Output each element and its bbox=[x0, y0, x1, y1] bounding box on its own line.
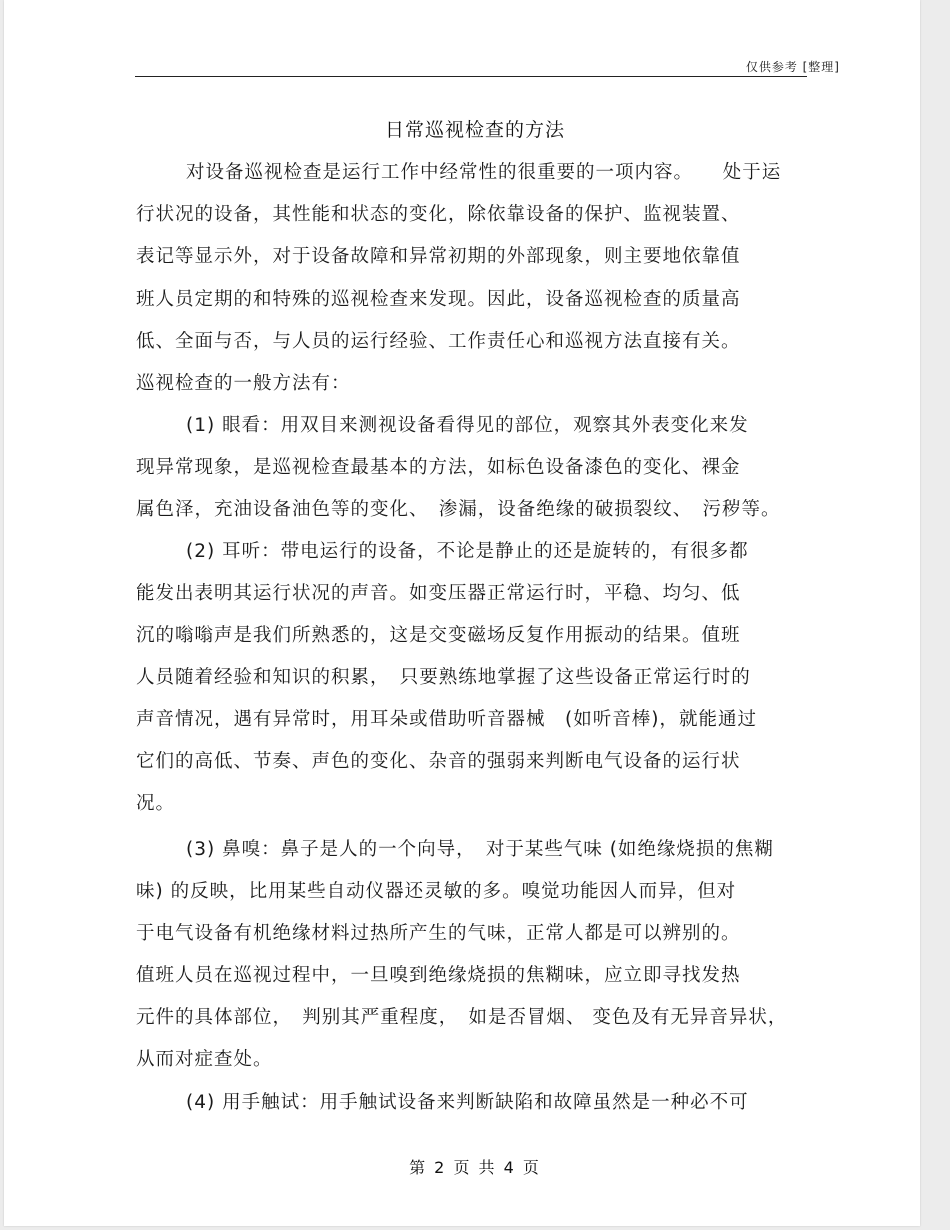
text-line: (1) 眼看：用双目来测视设备看得见的部位，观察其外表变化来发 bbox=[186, 415, 749, 436]
text-line: 于电气设备有机绝缘材料过热所产生的气味，正常人都是可以辨别的。 bbox=[136, 923, 741, 944]
text-line: 味) 的反映，比用某些自动仪器还灵敏的多。嗅觉功能因人而异，但对 bbox=[136, 881, 737, 902]
text-line: 它们的高低、节奏、声色的变化、杂音的强弱来判断电气设备的运行状 bbox=[136, 751, 741, 772]
text-line: (3) 鼻嗅：鼻子是人的一个向导， 对于某些气味 (如绝缘烧损的焦糊 bbox=[186, 839, 774, 860]
text-line: 行状况的设备，其性能和状态的变化，除依靠设备的保护、监视装置、 bbox=[136, 204, 741, 225]
text-line: 沉的嗡嗡声是我们所熟悉的，这是交变磁场反复作用振动的结果。值班 bbox=[136, 625, 741, 646]
header-rule bbox=[135, 76, 807, 77]
text-line: 班人员定期的和特殊的巡视检查来发现。因此，设备巡视检查的质量高 bbox=[136, 289, 741, 310]
text-line: 对设备巡视检查是运行工作中经常性的很重要的一项内容。 处于运 bbox=[186, 162, 782, 183]
text-line: 现异常现象，是巡视检查最基本的方法，如标色设备漆色的变化、裸金 bbox=[136, 457, 741, 478]
text-line: 人员随着经验和知识的积累， 只要熟练地掌握了这些设备正常运行时的 bbox=[136, 667, 751, 688]
text-line: 属色泽，充油设备油色等的变化、 渗漏，设备绝缘的破损裂纹、 污秽等。 bbox=[136, 499, 781, 520]
header-note: 仅供参考 [整理] bbox=[745, 60, 840, 74]
text-line: 巡视检查的一般方法有： bbox=[136, 373, 351, 394]
text-line: (2) 耳听：带电运行的设备，不论是静止的还是旋转的，有很多都 bbox=[186, 541, 749, 562]
text-line: 值班人员在巡视过程中，一旦嗅到绝缘烧损的焦糊味，应立即寻找发热 bbox=[136, 965, 741, 986]
text-line: 从而对症查处。 bbox=[136, 1049, 273, 1070]
text-line: 声音情况，遇有异常时，用耳朵或借助听音器械 (如听音棒)，就能通过 bbox=[136, 709, 757, 730]
document-title: 日常巡视检查的方法 bbox=[384, 119, 565, 141]
text-line: 况。 bbox=[136, 793, 176, 814]
text-line: (4) 用手触试：用手触试设备来判断缺陷和故障虽然是一种必不可 bbox=[186, 1092, 749, 1113]
text-line: 元件的具体部位， 判别其严重程度， 如是否冒烟、 变色及有无异音异状， bbox=[136, 1007, 788, 1028]
text-line: 低、全面与否，与人员的运行经验、工作责任心和巡视方法直接有关。 bbox=[136, 331, 741, 352]
page-number-footer: 第 2 页 共 4 页 bbox=[409, 1158, 541, 1177]
text-line: 表记等显示外，对于设备故障和异常初期的外部现象，则主要地依靠值 bbox=[136, 246, 741, 267]
text-line: 能发出表明其运行状况的声音。如变压器正常运行时，平稳、均匀、低 bbox=[136, 583, 741, 604]
